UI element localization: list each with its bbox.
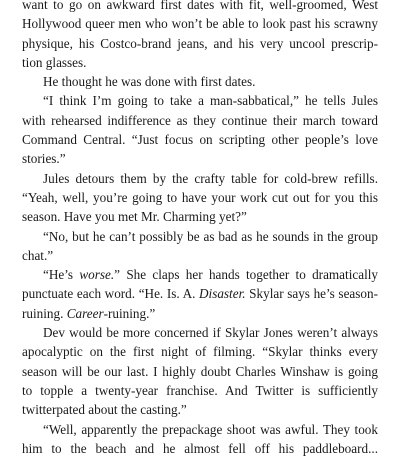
text-line: with rehearsed indifference as they continue their march toward — [22, 112, 378, 128]
text-line: “He’s worse.” She claps her hands together to dramatically — [43, 267, 378, 283]
body-text — [22, 0, 378, 458]
text-line: season. Have you met Mr. Charming yet?” — [22, 209, 247, 225]
text-line: tion glasses. — [22, 54, 87, 70]
text-line: “No, but he can’t possibly be as bad as he sounds in the group — [43, 228, 378, 244]
text-line: “I think I’m going to take a man-sabbatical,” he tells Jules — [43, 93, 378, 109]
text-line: Dev would be more concerned if Skylar Jones weren’t always — [43, 325, 378, 341]
text-line: chat.” — [22, 247, 54, 263]
text-line: twitterpated about the casting.” — [22, 402, 187, 418]
text-line: physique, his Costco-brand jeans, and his very uncool prescrip- — [22, 35, 378, 51]
text-line: Command Central. “Just focus on scripting other people’s love — [22, 132, 378, 148]
text-line: Hollywood queer men who won’t be able to look past his scrawny — [22, 16, 378, 32]
text-line: “Well, apparently the prepackage shoot was awful. They took — [43, 421, 378, 437]
text-line: season will be our last. I highly doubt Charles Winshaw is going — [22, 363, 378, 379]
text-line: to topple a twenty-year franchise. And Twitter is sufficiently — [22, 382, 378, 398]
text-line: “Yeah, well, you’re going to have your work cut out for you this — [22, 189, 378, 205]
text-line: punctuate each word. “He. Is. A. Disaster. Skylar says he’s season- — [22, 286, 378, 302]
text-line: stories.” — [22, 151, 66, 167]
text-line: Jules detours them by the crafty table for cold-brew refills. — [43, 170, 378, 186]
text-line: him to the beach and he almost fell off his paddleboard... — [22, 440, 378, 456]
text-line: apocalyptic on the first night of filming. “Skylar thinks every — [22, 344, 378, 360]
text-line: He thought he was done with first dates. — [43, 74, 256, 90]
text-line: ruining. Career-ruining.” — [22, 305, 156, 321]
text-line: want to go on awkward first dates with fit, well-groomed, West — [22, 0, 378, 12]
